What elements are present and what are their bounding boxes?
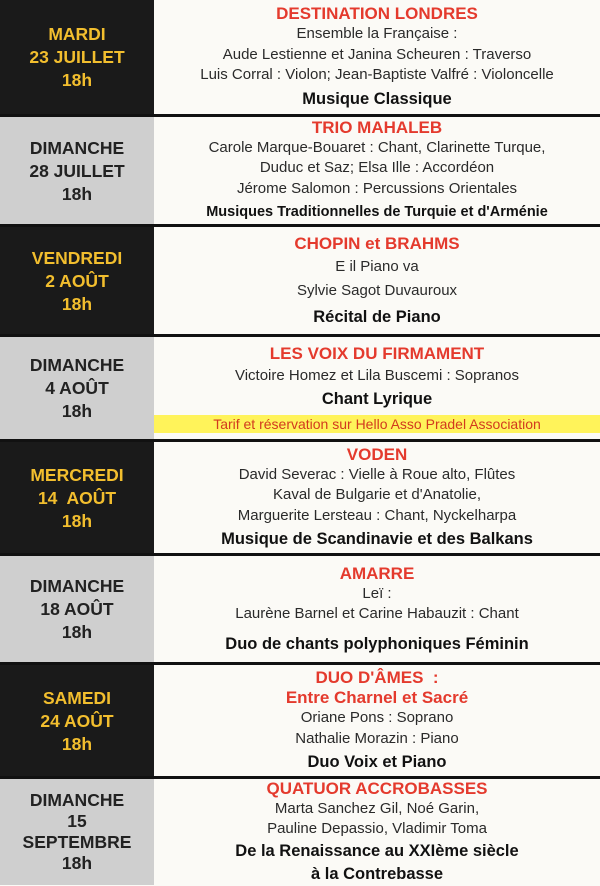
event-line: Jérome Salomon : Percussions Orientales	[236, 179, 518, 197]
event-genre: Musique Classique	[302, 89, 452, 108]
event-date	[0, 556, 154, 663]
event-date	[0, 337, 154, 440]
event-day: DIMANCHE	[29, 576, 125, 596]
event-time: 18h	[61, 853, 93, 873]
event-day: SAMEDI	[42, 687, 112, 708]
event-line: Leï :	[362, 584, 392, 602]
event-time: 18h	[61, 293, 93, 314]
event-line: Marguerite Lersteau : Chant, Nyckelharpa	[237, 506, 517, 524]
event-line: Marta Sanchez Gil, Noé Garin,	[274, 799, 480, 817]
event-daymonth: 24 AOÛT	[40, 710, 114, 731]
event-line: Kaval de Bulgarie et d'Anatolie,	[272, 486, 481, 504]
event-subtitle: Entre Charnel et Sacré	[285, 688, 469, 707]
event-info	[154, 117, 600, 225]
event-day: DIMANCHE	[29, 790, 125, 810]
event-time: 18h	[61, 510, 93, 531]
event-day: DIMANCHE	[29, 137, 125, 158]
reservation-notice: Tarif et réservation sur Hello Asso Pradel Association	[154, 415, 600, 433]
event-genre: Duo Voix et Piano	[307, 753, 447, 771]
event-info	[154, 556, 600, 663]
event-line: Laurène Barnel et Carine Habauzit : Chant	[235, 605, 519, 622]
event-row	[0, 337, 600, 440]
event-time: 18h	[61, 622, 93, 642]
event-title: QUATUOR ACCROBASSES	[266, 778, 488, 798]
event-line: Carole Marque-Bouaret : Chant, Clarinette Turque,	[208, 138, 546, 156]
event-daymonth: 14 AOÛT	[37, 487, 117, 508]
event-date	[0, 227, 154, 335]
event-row	[0, 117, 600, 225]
event-day: MARDI	[48, 24, 106, 44]
event-genre: De la Renaissance au XXIème siècle	[235, 841, 519, 860]
event-row	[0, 227, 600, 335]
event-day: DIMANCHE	[29, 355, 125, 375]
event-daymonth: 4 AOÛT	[45, 378, 109, 398]
event-genre-2: à la Contrebasse	[310, 864, 444, 883]
event-info	[154, 337, 600, 440]
event-title: DESTINATION LONDRES	[276, 4, 478, 24]
event-daymonth: 23 JUILLET	[29, 47, 125, 67]
event-title: VODEN	[346, 444, 408, 464]
event-genre: Musique de Scandinavie et des Balkans	[221, 530, 533, 549]
event-title: AMARRE	[339, 563, 415, 583]
event-info	[154, 442, 600, 554]
event-daymonth: 28 JUILLET	[29, 160, 125, 181]
event-date	[0, 117, 154, 225]
event-line: Luis Corral : Violon; Jean-Baptiste Valfré : Violoncelle	[200, 66, 554, 84]
event-date	[0, 442, 154, 554]
event-row	[0, 556, 600, 663]
event-line: Sylvie Sagot Duvauroux	[296, 282, 458, 299]
event-line: Victoire Homez et Lila Buscemi : Sopranos	[234, 366, 520, 384]
event-day: VENDREDI	[31, 247, 123, 268]
event-info	[154, 227, 600, 335]
event-line: Duduc et Saz; Elsa Ille : Accordéon	[259, 159, 495, 177]
event-info	[154, 665, 600, 777]
event-title: TRIO MAHALEB	[311, 117, 443, 137]
event-genre: Chant Lyrique	[321, 390, 433, 409]
event-title: CHOPIN et BRAHMS	[294, 233, 460, 253]
event-time: 18h	[61, 401, 93, 421]
event-day: MERCREDI	[30, 464, 124, 485]
event-line: Pauline Depassio, Vladimir Toma	[267, 820, 487, 837]
event-daymonth: 18 AOÛT	[40, 599, 114, 619]
event-row	[0, 442, 600, 554]
event-date	[0, 665, 154, 777]
event-info	[154, 779, 600, 885]
event-date	[0, 779, 154, 885]
event-title: DUO D'ÂMES :	[315, 668, 439, 687]
event-genre: Récital de Piano	[313, 307, 441, 326]
event-daymonth: 2 AOÛT	[45, 270, 109, 291]
event-time: 18h	[61, 183, 93, 204]
event-line: Oriane Pons : Soprano	[300, 709, 454, 726]
event-genre: Musiques Traditionnelles de Turquie et d'Arménie	[206, 204, 548, 221]
event-row	[0, 779, 600, 885]
event-title: LES VOIX DU FIRMAMENT	[269, 343, 485, 363]
event-line: E il Piano va	[335, 257, 419, 275]
event-line: David Severac : Vielle à Roue alto, Flûtes	[238, 465, 516, 483]
event-date	[0, 0, 154, 115]
event-info	[154, 0, 600, 115]
event-line: Aude Lestienne et Janina Scheuren : Traverso	[222, 45, 532, 63]
event-month: SEPTEMBRE	[22, 832, 132, 852]
event-daynum: 15	[67, 811, 87, 831]
event-time: 18h	[61, 70, 93, 90]
event-line: Nathalie Morazin : Piano	[295, 729, 459, 747]
event-row	[0, 665, 600, 777]
event-genre: Duo de chants polyphoniques Féminin	[225, 634, 529, 653]
event-time: 18h	[61, 733, 93, 754]
event-row	[0, 0, 600, 115]
event-line: Ensemble la Française :	[296, 25, 458, 43]
